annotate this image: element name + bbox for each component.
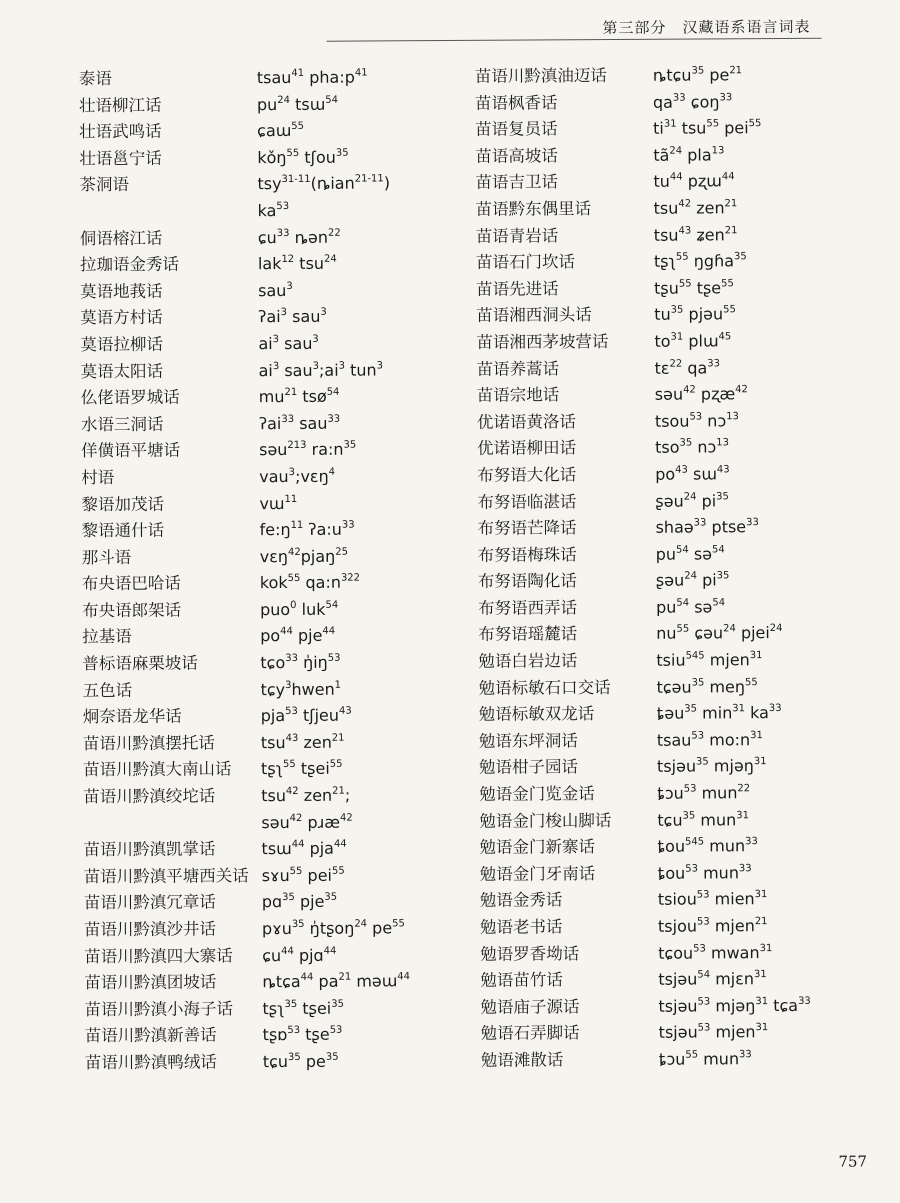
language-name: 勉语滩散话 [480, 1050, 564, 1070]
language-name: 莫语方村话 [80, 308, 163, 328]
entry-row [480, 859, 880, 888]
entry-row [72, 941, 472, 970]
language-name: 布努语瑶麓话 [478, 624, 578, 645]
phonetic-form: pɑ$^{35}$ pje$^{35}$ [261, 892, 338, 912]
phonetic-form: tʂɒ$^{53}$ tʂe$^{53}$ [262, 1025, 343, 1045]
language-name: 布央语巴哈话 [81, 573, 181, 594]
phonetic-form: ȶəu$^{35}$ $\min^{31} ka^{33}$ [656, 703, 782, 723]
entry-row [68, 330, 468, 359]
language-name: 五色话 [82, 680, 133, 700]
entry-row [479, 779, 879, 808]
language-name: 勉语苗竹话 [480, 970, 563, 991]
entry-row [69, 383, 469, 412]
entry-row [478, 540, 878, 569]
language-name: 优诺语柳田话 [477, 438, 577, 459]
entry-row [72, 968, 472, 997]
phonetic-form: səu$^{213}$ $ra:n^{35}$ [259, 439, 357, 460]
language-name: 布努语陶化话 [477, 571, 577, 592]
phonetic-form: tɕou$^{53}$ mwan$^{31}$ [658, 942, 773, 963]
entry-row [71, 782, 471, 811]
entry-row [72, 995, 472, 1024]
entry-row [72, 888, 472, 917]
entry-row [67, 144, 467, 173]
language-name: 苗语湘西茅坡营话 [476, 331, 609, 352]
phonetic-form: tsjou$^{53}$ mjen$^{21}$ [657, 916, 768, 936]
phonetic-form: pɤu$^{35}$ ŋ̍tʂoŋ$^{24}$ $pe^{55}$ [261, 918, 405, 939]
entry-row [69, 516, 469, 545]
phonetic-form: ȵtɕu$^{35}$ $pe^{21}$ [652, 65, 743, 85]
phonetic-form: kǒŋ$^{55}$ tʃou$^{35}$ [257, 147, 349, 167]
right-column [475, 61, 881, 1074]
entry-row [479, 753, 879, 782]
entry-row [69, 436, 469, 465]
phonetic-form: $mu^{21}$ tsø$^{54}$ [258, 386, 340, 407]
phonetic-form: $ka^{53}$ [257, 200, 290, 221]
language-name: 壮语武鸣话 [79, 121, 162, 142]
phonetic-form: vɯ$^{11}$ [259, 493, 298, 513]
entry-row [70, 569, 470, 598]
entry-row [70, 676, 470, 705]
entry-row [478, 593, 878, 622]
entry-row [69, 463, 469, 492]
phonetic-form: tsiu$^{545}$ mjen$^{31}$ [656, 650, 763, 670]
phonetic-form: tʂʅ$^{55}$ ŋgɦa$^{35}$ [653, 251, 747, 271]
language-name: 苗语枫香话 [474, 92, 558, 113]
language-name: 苗语川黔滇四大寨话 [84, 945, 233, 966]
language-name: 苗语先进话 [476, 279, 559, 299]
entry-row [478, 620, 878, 649]
entry-row [476, 274, 876, 303]
entry-row [71, 808, 471, 837]
language-name: 苗语川黔滇沙井话 [83, 919, 217, 940]
language-name: 布努语芒降话 [477, 518, 577, 538]
language-name: 布努语梅珠话 [477, 544, 577, 565]
language-name: 苗语青岩话 [475, 225, 559, 246]
entry-row [73, 1021, 473, 1050]
entry-row [477, 487, 877, 516]
language-name: 勉语白岩边话 [478, 651, 578, 671]
entry-row [477, 381, 877, 410]
language-name: 勉语东坪洞话 [478, 731, 578, 751]
language-name: 村语 [81, 467, 115, 488]
entry-row [476, 248, 876, 277]
phonetic-form: ȶɔu$^{55}$ mun$^{33}$ [658, 1049, 752, 1069]
phonetic-form: səu$^{42}$ pʐæ$^{42}$ [654, 384, 748, 404]
entry-row [480, 992, 880, 1021]
language-name: 苗语高坡话 [475, 146, 558, 166]
entry-row [478, 673, 878, 702]
language-name: 苗语川黔滇新善话 [84, 1025, 217, 1046]
entry-row [479, 833, 879, 862]
phonetic-form: $nu^{55}$ ɕəu$^{24}$ pjei$^{24}$ [656, 623, 783, 644]
entry-row [475, 168, 875, 197]
phonetic-form: $tu^{44}$ pʐɯ$^{44}$ [653, 171, 735, 192]
language-name: 仫佬语罗城话 [80, 387, 180, 408]
language-name: 黎语加茂话 [81, 494, 164, 514]
phonetic-form: ȵtɕa$^{44}$ $pa^{21}$ məɯ$^{44}$ [262, 971, 411, 992]
phonetic-form: puo$^0$ luk$^{54}$ [259, 599, 339, 620]
language-name: 侗语榕江话 [79, 228, 163, 248]
phonetic-form: səu$^{42}$ pɹæ$^{42}$ [261, 812, 353, 832]
entry-row [68, 197, 468, 226]
language-name: 莫语拉柳话 [80, 334, 163, 355]
entry-row [480, 966, 880, 995]
language-name: 苗语川黔滇油迈话 [474, 66, 607, 86]
entry-row [68, 250, 468, 279]
language-name: 布努语临湛话 [477, 491, 577, 512]
language-name: 勉语金门览金话 [479, 784, 595, 804]
language-name: 勉语金门梭山脚话 [479, 810, 612, 831]
entry-row [71, 702, 471, 731]
phonetic-form: ȶou$^{53}$ mun$^{33}$ [657, 862, 752, 883]
phonetic-form: sau$^3$ [258, 280, 293, 300]
phonetic-form: tɕo$^{33}$ $ŋ̍iŋ^{53}$ [260, 652, 341, 673]
phonetic-form: tsɯ$^{44}$ pja$^{44}$ [261, 838, 347, 859]
language-name: 苗语川黔滇小海子话 [84, 999, 234, 1020]
phonetic-form: tsou$^{53}$ nɔ$^{13}$ [654, 410, 739, 431]
language-name: 苗语川黔滇绞坨话 [83, 786, 216, 807]
entry-row [475, 88, 875, 117]
entry-row [480, 912, 880, 941]
language-name: 佯僙语平塘话 [81, 440, 181, 461]
phonetic-form: pja$^{53}$ tʃjeu$^{43}$ [260, 705, 352, 726]
phonetic-form: $ai^3$ sau$^3$ [258, 333, 319, 354]
language-name: 茶洞语 [79, 175, 130, 195]
phonetic-form: vɛŋ$^{42}$pjaŋ$^{25}$ [259, 546, 349, 566]
language-name: 黎语通什话 [81, 520, 165, 541]
entry-row [479, 806, 879, 835]
language-name: 莫语太阳话 [80, 361, 164, 381]
language-name: 拉珈语金秀话 [79, 254, 180, 275]
phonetic-form: $to^{31}$ plɯ$^{45}$ [654, 331, 732, 351]
entry-row [476, 194, 876, 223]
entry-row [479, 726, 879, 755]
phonetic-form: tɛ$^{22}$ $qa^{33}$ [654, 357, 721, 378]
phonetic-form: tɕu$^{35}$ $pe^{35}$ [262, 1051, 339, 1072]
phonetic-form: shaə$^{33}$ ptse$^{33}$ [655, 517, 759, 537]
entry-row [67, 117, 467, 146]
phonetic-form: sɤu$^{55}$ pei$^{55}$ [261, 865, 345, 885]
language-name: 莫语地莪话 [80, 281, 163, 302]
entry-row [479, 700, 879, 729]
phonetic-form: tsu$^{42}$ zen$^{21}$; [261, 785, 351, 806]
language-name: 那斗语 [81, 547, 132, 567]
phonetic-form: tsu$^{42}$ zen$^{21}$ [653, 198, 738, 218]
language-name: 水语三洞话 [80, 414, 164, 434]
language-name: 苗语川黔滇冗章话 [83, 892, 216, 913]
language-name: 壮语邕宁话 [79, 148, 162, 169]
language-name: 苗语川黔滇团坡话 [84, 972, 217, 993]
entry-row [477, 354, 877, 383]
entry-row [69, 489, 469, 518]
phonetic-form: tso$^{35}$ nɔ$^{13}$ [655, 437, 729, 458]
phonetic-form: $fe:ŋ^{11}$ $ʔa:u^{33}$ [259, 519, 355, 540]
language-name: 苗语川黔滇摆托话 [82, 733, 215, 754]
entry-row [477, 513, 877, 542]
phonetic-form: tɕu$^{35}$ mun$^{31}$ [657, 809, 749, 830]
entry-row [480, 886, 880, 915]
entry-row [72, 862, 472, 891]
language-name: 勉语柑子园话 [478, 757, 579, 778]
entry-row [71, 729, 471, 758]
entry-row [477, 434, 877, 463]
phonetic-form: $pu^{54}$ sə$^{54}$ [655, 597, 726, 617]
entry-row [70, 596, 470, 625]
phonetic-form: tɕy$^3$hwen$^1$ [260, 679, 342, 699]
entry-row [481, 1019, 881, 1048]
phonetic-form: ʂəu$^{24}$ $pi^{35}$ [655, 570, 730, 591]
language-name: 苗语吉卫话 [475, 172, 559, 193]
language-name: 勉语罗香坳话 [480, 943, 580, 964]
language-name: 勉语金门新寨话 [479, 837, 596, 858]
phonetic-form: ʔai$^{33}$ sau$^{33}$ [258, 413, 341, 433]
language-name: 拉基语 [82, 627, 132, 647]
language-name: 炯奈语龙华话 [82, 706, 182, 727]
phonetic-form: $tu^{35}$ pjəu$^{55}$ [654, 304, 736, 325]
phonetic-form: $po^{43}$ sɯ$^{43}$ [655, 464, 730, 484]
language-name: 苗语石门坎话 [475, 252, 575, 272]
entry-row [475, 115, 875, 144]
language-name: 普标语麻栗坡话 [82, 653, 198, 674]
language-name: 布努语大化话 [477, 465, 577, 485]
entry-row [478, 646, 878, 675]
phonetic-form: ɕu$^{44}$ pjɑ$^{44}$ [262, 945, 337, 965]
language-name: 壮语柳江话 [78, 95, 162, 115]
phonetic-form: ʂəu$^{24}$ $pi^{35}$ [655, 490, 729, 511]
language-name: 泰语 [78, 69, 112, 89]
entry-row [478, 567, 878, 596]
phonetic-form: tsau$^{53}$ $mo:n^{31}$ [656, 729, 763, 750]
phonetic-form: tsau$^{41}$ $pha:p^{41}$ [256, 67, 368, 88]
phonetic-form: ȶou$^{545}$ mun$^{33}$ [657, 836, 758, 856]
language-name: 苗语湘西洞头话 [476, 305, 592, 326]
entry-row [475, 141, 875, 170]
entry-row [67, 170, 467, 199]
entry-row [480, 939, 880, 968]
phonetic-form: tsu$^{43}$ ʑen$^{21}$ [653, 224, 738, 245]
language-name: 苗语黔东偶里话 [475, 199, 592, 219]
phonetic-form: ɕu$^{33}$ ȵən$^{22}$ [257, 227, 341, 247]
entry-row [72, 915, 472, 944]
header-rule [327, 38, 822, 42]
entry-row [476, 221, 876, 250]
entry-row [477, 460, 877, 489]
phonetic-form: ɕaɯ$^{55}$ [257, 121, 305, 141]
phonetic-form: $pu^{54}$ sə$^{54}$ [655, 544, 725, 564]
entry-row [71, 755, 471, 784]
phonetic-form: tsjəu$^{53}$ mjen$^{31}$ [658, 1022, 769, 1043]
phonetic-form: tɕəu$^{35}$ meŋ$^{55}$ [656, 676, 758, 697]
language-name: 布努语西弄话 [477, 598, 578, 618]
entry-row [476, 301, 876, 330]
language-name: 苗语川黔滇平塘西关话 [83, 866, 249, 887]
phonetic-form: tsjəu$^{54}$ mjɛn$^{31}$ [658, 969, 767, 989]
phonetic-form: $pu^{24}$ tsɯ$^{54}$ [256, 94, 339, 114]
language-name: 苗语川黔滇凯掌话 [83, 839, 216, 860]
entry-row [70, 649, 470, 678]
entry-row [476, 327, 876, 356]
language-name: 勉语金秀话 [479, 890, 563, 911]
phonetic-form: tsu$^{43}$ zen$^{21}$ [260, 732, 345, 753]
entry-row [71, 835, 471, 864]
language-name: 勉语标敏双龙话 [478, 704, 595, 725]
phonetic-form: ȶɔu$^{53}$ mun$^{22}$ [657, 783, 751, 803]
phonetic-form: tsjəu$^{35}$ mjəŋ$^{31}$ [656, 756, 767, 777]
entry-row [475, 61, 875, 90]
entry-row [68, 223, 468, 252]
entry-row [67, 90, 467, 119]
left-column [67, 64, 473, 1077]
phonetic-form: tsy$^{31-11}$(ȵian$^{21-11}$) [257, 173, 391, 194]
entry-row [67, 64, 467, 93]
entry-row [68, 303, 468, 332]
running-header: 第三部分 汉藏语系语言词表 [602, 17, 811, 38]
language-name: 勉语金门牙南话 [479, 863, 596, 884]
phonetic-form: tʂʅ$^{35}$ tʂei$^{35}$ [262, 998, 344, 1018]
phonetic-form: tʂʅ$^{55}$ tʂei$^{55}$ [260, 759, 343, 779]
entry-row [73, 1048, 473, 1077]
language-name: 勉语标敏石口交话 [478, 677, 611, 698]
phonetic-form: kok$^{55}$ $qa:n^{322}$ [259, 572, 361, 593]
language-name: 勉语庙子源话 [480, 996, 580, 1017]
language-name: 苗语川黔滇大南山话 [82, 759, 232, 780]
phonetic-form: $tã^{24}$ pla$^{13}$ [653, 145, 725, 165]
entry-row [481, 1045, 881, 1074]
phonetic-form: vau$^3$;vɛŋ$^4$ [259, 466, 336, 487]
entry-row [477, 407, 877, 436]
page-number: 757 [838, 1152, 868, 1171]
phonetic-form: $ai^3$ $sau^3;ai^3$ tun$^3$ [258, 359, 384, 380]
language-name: 勉语石弄脚话 [480, 1023, 580, 1044]
language-name: 苗语宗地话 [476, 385, 560, 405]
language-name: 布央语郎架话 [81, 600, 182, 621]
entry-row [69, 356, 469, 385]
language-name: 苗语复员话 [475, 119, 558, 140]
language-name: 优诺语黄洛话 [476, 411, 576, 432]
phonetic-form: tsjəu$^{53}$ mjəŋ$^{31}$ tɕa$^{33}$ [658, 995, 811, 1016]
entry-row [68, 277, 468, 306]
phonetic-form: lak$^{12}$ tsu$^{24}$ [257, 253, 337, 274]
entry-row [70, 543, 470, 572]
language-name: 苗语养蒿话 [476, 358, 560, 379]
phonetic-form: $po^{44}$ pje$^{44}$ [260, 626, 336, 646]
phonetic-form: $ti^{31}$ tsu$^{55}$ pei$^{55}$ [653, 118, 762, 138]
phonetic-form: tsiou$^{53}$ mien$^{31}$ [657, 889, 768, 910]
entry-row [70, 622, 470, 651]
phonetic-form: tʂu$^{55}$ tʂe$^{55}$ [654, 278, 734, 298]
phonetic-form: ʔai$^3$ sau$^3$ [258, 307, 327, 327]
phonetic-form: $qa^{33}$ ɕoŋ$^{33}$ [652, 91, 733, 112]
language-name: 勉语老书话 [479, 917, 563, 937]
language-name: 苗语川黔滇鸭绒话 [84, 1052, 217, 1073]
entry-row [69, 410, 469, 439]
